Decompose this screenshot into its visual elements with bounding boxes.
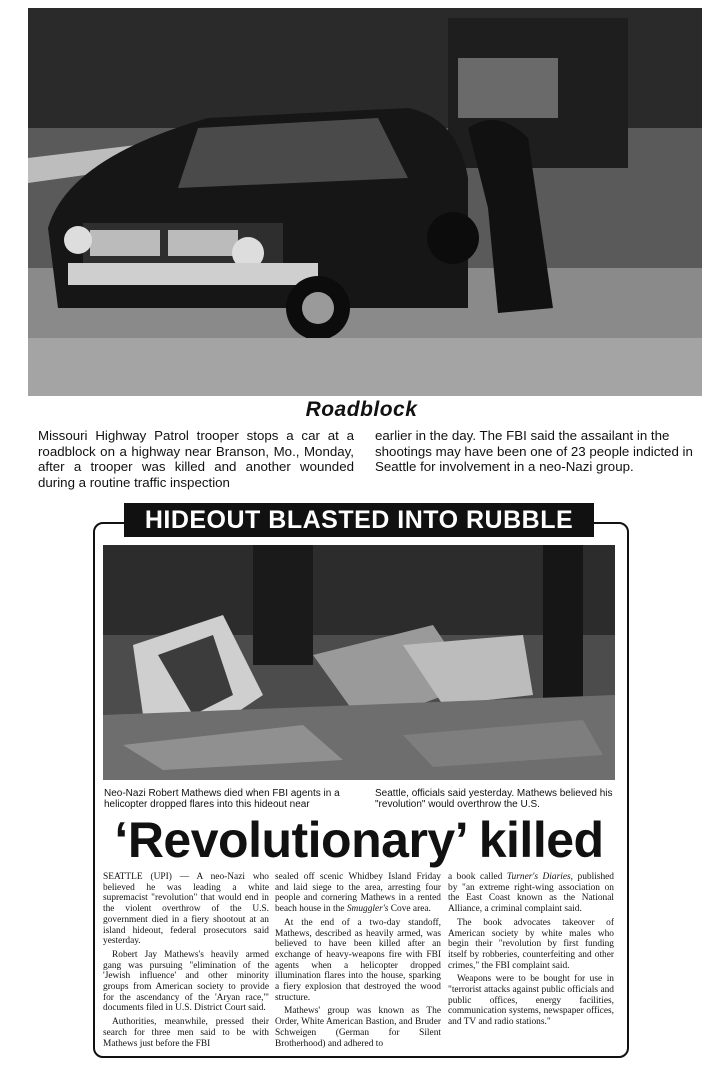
hideout-photo (103, 545, 615, 780)
col3-p1-emphasis: Turner's Diaries (506, 872, 571, 882)
hideout-caption-right: Seattle, officials said yesterday. Mathews believed his "revolution" would overthrow the U.S. (375, 788, 613, 810)
col1-paragraph-2: Robert Jay Mathews's heavily armed gang was pursuing "elimination of the 'Jewish influence' and other minority groups from American society to provide for the ascendancy of the 'Aryan race,'" documents filed in U.S. District Court said. (103, 949, 269, 1014)
col2-paragraph-3: Mathews' group was known as The Order, White American Bastion, and Bruder Schweigen (German for Silent Brotherhood) and adhered to (275, 1006, 441, 1049)
hideout-photo-illustration (103, 545, 615, 780)
col2-p1-emphasis: Smuggler's (346, 904, 389, 915)
story-column-1 (103, 872, 269, 1052)
col2-p1-text-a: sealed off scenic Whidbey Island Friday and laid siege to the area, arresting four people and cornering Mathews in a rented beach house in the (275, 872, 441, 915)
story-column-3 (448, 872, 614, 1031)
photo-caption-right: earlier in the day. The FBI said the assailant in the shootings may have been one of 23 people indicted in Seattle for involvement in a neo-Nazi group. (375, 428, 693, 475)
photo-caption-title: Roadblock (305, 398, 418, 421)
roadblock-photo-illustration (28, 8, 702, 396)
story-headline: ‘Revolutionary’ killed (114, 812, 604, 868)
col3-p1-text-a: a book called (448, 872, 507, 882)
col2-p1-text-b: Cove area. (388, 904, 431, 915)
col2-paragraph-2: At the end of a two-day standoff, Mathews, described as heavily armed, was believed to have been killed after an exchange of heavy-weapons fire with FBI agents when a helicopter dropped illumination flares into the house, sparking a fiery explosion that destroyed the wood structure. (275, 917, 441, 1003)
hideout-caption-left: Neo-Nazi Robert Mathews died when FBI agents in a helicopter dropped flares into this hideout near (104, 788, 340, 810)
col3-p1-text-b: , published by "an extreme right-wing association on the East Coast known as the National Alliance, a criminal complaint said. (448, 872, 614, 915)
col3-paragraph-2: The book advocates takeover of American society by white males who begin their "revolution by first funding itself by robberies, counterfeiting and other crimes," the FBI complaint said. (448, 917, 614, 971)
story-banner: HIDEOUT BLASTED INTO RUBBLE (124, 503, 594, 537)
col2-paragraph-1 (275, 872, 441, 915)
col3-paragraph-1 (448, 872, 614, 915)
roadblock-photo (28, 8, 702, 396)
col1-paragraph-3: Authorities, meanwhile, pressed their search for three men said to be with Mathews just before the FBI (103, 1017, 269, 1049)
col1-paragraph-1: SEATTLE (UPI) — A neo-Nazi who believed he was leading a white supremacist "revolution" that would end in the violent overthrow of the U.S. government died in a fiery shootout at an island hideout, federal prosecutors said yesterday. (103, 872, 269, 947)
col3-paragraph-3: Weapons were to be bought for use in "terrorist attacks against public officials and public offices, energy facilities, communication systems, newspaper offices, and TV and radio stations." (448, 974, 614, 1028)
story-column-2 (275, 872, 441, 1052)
photo-caption-left: Missouri Highway Patrol trooper stops a car at a roadblock on a highway near Branson, Mo., Monday, after a trooper was killed and another wounded during a routine traffic inspection (38, 428, 354, 490)
